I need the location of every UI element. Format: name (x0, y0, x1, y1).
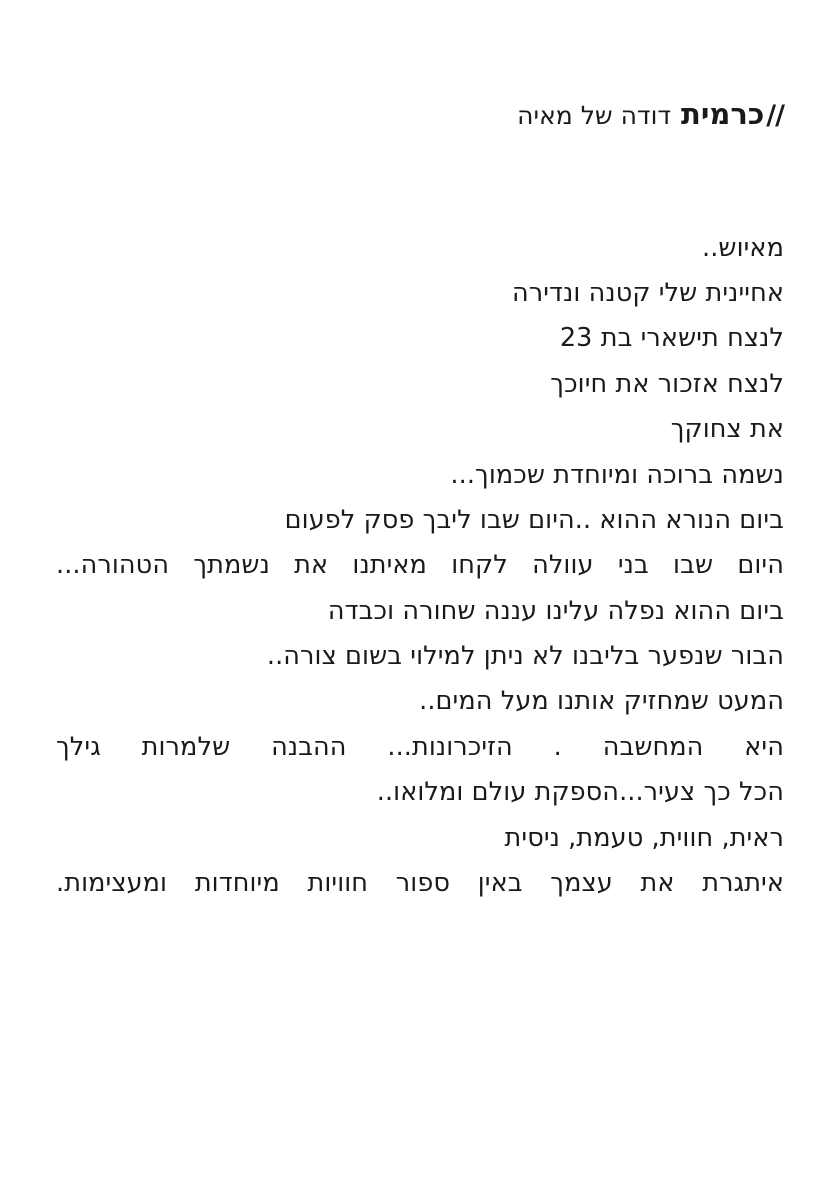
paragraph: ביום הנורא ההוא ..היום שבו ליבך פסק לפעום (284, 504, 784, 535)
paragraph: לנצח אזכור את חיוכך (550, 368, 784, 399)
paragraph: הבור שנפער בליבנו לא ניתן למילוי בשום צורה.. (266, 641, 784, 672)
header-name: כרמית (681, 97, 765, 131)
memorial-body (56, 226, 784, 907)
paragraph: את צחוקך (670, 414, 784, 445)
paragraph: היום שבו בני עוולה לקחו מאיתנו את נשמתך הטהורה... (56, 550, 784, 581)
paragraph: הכל כך צעיר...הספקת עולם ומלואו.. (376, 777, 784, 808)
paragraph: אחיינית שלי קטנה ונדירה (512, 278, 784, 309)
paragraph: ביום ההוא נפלה עלינו עננה שחורה וכבדה (327, 595, 784, 626)
paragraph: איתגרת את עצמך באין ספור חוויות מיוחדות ומעצימות. (56, 867, 784, 898)
paragraph: לנצח תישארי בת 23 (559, 323, 784, 354)
paragraph: היא המחשבה . הזיכרונות... ההבנה שלמרות גילך (56, 731, 784, 762)
header-slashes: // (766, 100, 784, 131)
paragraph: מאיוש.. (702, 232, 784, 263)
memorial-header (56, 96, 784, 134)
paragraph: המעט שמחזיק אותנו מעל המים.. (419, 686, 784, 717)
paragraph: ראית, חווית, טעמת, ניסית (504, 822, 784, 853)
header-relation: דודה של מאיה (517, 101, 672, 130)
paragraph: נשמה ברוכה ומיוחדת שכמוך... (450, 459, 784, 490)
